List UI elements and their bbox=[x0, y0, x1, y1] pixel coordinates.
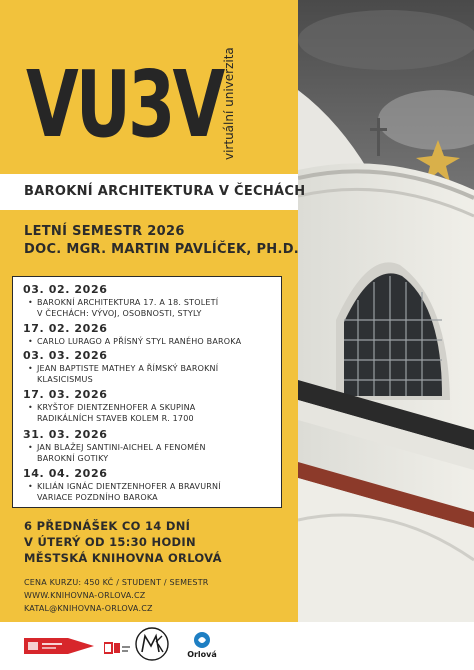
lecture-title-line: V ČECHÁCH: VÝVOJ, OSOBNOSTI, STYLY bbox=[37, 309, 202, 318]
schedule-entry bbox=[23, 322, 241, 347]
logo-wordmark: VU3V bbox=[26, 51, 223, 158]
lecture-title-line: JEAN BAPTISTE MATHEY A ŘÍMSKÝ BAROKNÍ bbox=[37, 364, 219, 373]
partner-logo-red bbox=[24, 636, 94, 656]
bullet-icon: • bbox=[28, 403, 33, 412]
contact-info bbox=[24, 576, 209, 615]
lecture-date: 31. 03. 2026 bbox=[23, 428, 108, 441]
lecture-title-line: RADIKÁLNÍCH STAVEB KOLEM R. 1700 bbox=[37, 414, 194, 423]
logo-subtitle-text: virtuální univerzita bbox=[222, 47, 236, 160]
lecture-date: 17. 03. 2026 bbox=[23, 388, 108, 401]
course-price: CENA KURZU: 450 KČ / STUDENT / SEMESTR bbox=[24, 578, 209, 587]
lecture-title-line: CARLO LURAGO A PŘÍSNÝ STYL RANÉHO BAROKA bbox=[37, 337, 242, 346]
partner-mark-icon bbox=[104, 640, 130, 656]
email-link[interactable]: KATAL@KNIHOVNA-ORLOVA.CZ bbox=[24, 604, 153, 613]
vu3v-logo bbox=[26, 40, 236, 170]
lecture-date: 17. 02. 2026 bbox=[23, 322, 108, 335]
lecture-title-line: JAN BLAŽEJ SANTINI-AICHEL A FENOMÉN bbox=[37, 443, 206, 452]
schedule-entry bbox=[23, 349, 218, 385]
summary-line: V ÚTERÝ OD 15:30 HODIN bbox=[24, 535, 196, 549]
lecturer-name: DOC. MGR. MARTIN PAVLÍČEK, PH.D. bbox=[24, 242, 300, 257]
mk-monogram-icon bbox=[134, 626, 170, 662]
course-summary bbox=[24, 518, 222, 566]
church-photo bbox=[298, 0, 474, 622]
orlova-label: Orlová bbox=[187, 650, 217, 659]
lecture-date: 03. 03. 2026 bbox=[23, 349, 108, 362]
lecture-title-line: VARIACE POZDNÍHO BAROKA bbox=[37, 493, 158, 502]
partner-flag-icon bbox=[24, 636, 94, 656]
lecture-date: 03. 02. 2026 bbox=[23, 283, 108, 296]
church-illustration bbox=[298, 0, 474, 622]
lecture-title-line: KLASICISMUS bbox=[37, 375, 93, 384]
lecture-date: 14. 04. 2026 bbox=[23, 467, 108, 480]
lecture-title-line: BAROKNÍ GOTIKY bbox=[37, 454, 109, 463]
orlova-emblem-icon bbox=[186, 630, 218, 650]
bullet-icon: • bbox=[28, 443, 33, 452]
schedule-entry bbox=[23, 467, 221, 503]
lecture-title-line: KILIÁN IGNÁC DIENTZENHOFER A BRAVURNÍ bbox=[37, 482, 221, 491]
summary-line: 6 PŘEDNÁŠEK CO 14 DNÍ bbox=[24, 519, 191, 533]
bullet-icon: • bbox=[28, 337, 33, 346]
bullet-icon: • bbox=[28, 364, 33, 373]
schedule-box bbox=[12, 276, 282, 508]
library-logo bbox=[134, 626, 170, 662]
lecture-title-line: BAROKNÍ ARCHITEKTURA 17. A 18. STOLETÍ bbox=[37, 298, 219, 307]
summary-line: MĚSTSKÁ KNIHOVNA ORLOVÁ bbox=[24, 551, 222, 565]
semester-label: LETNÍ SEMESTR 2026 bbox=[24, 224, 185, 239]
website-link[interactable]: WWW.KNIHOVNA-ORLOVA.CZ bbox=[24, 591, 146, 600]
topic-title: BAROKNÍ ARCHITEKTURA V ČECHÁCH bbox=[24, 184, 306, 199]
bullet-icon: • bbox=[28, 298, 33, 307]
bullet-icon: • bbox=[28, 482, 33, 491]
schedule-entry bbox=[23, 388, 195, 424]
partner-logo-small bbox=[104, 640, 130, 656]
schedule-entry bbox=[23, 428, 206, 464]
logo-subtitle bbox=[222, 48, 246, 160]
schedule-entry bbox=[23, 283, 218, 319]
lecture-title-line: KRYŠTOF DIENTZENHOFER A SKUPINA bbox=[37, 403, 196, 412]
